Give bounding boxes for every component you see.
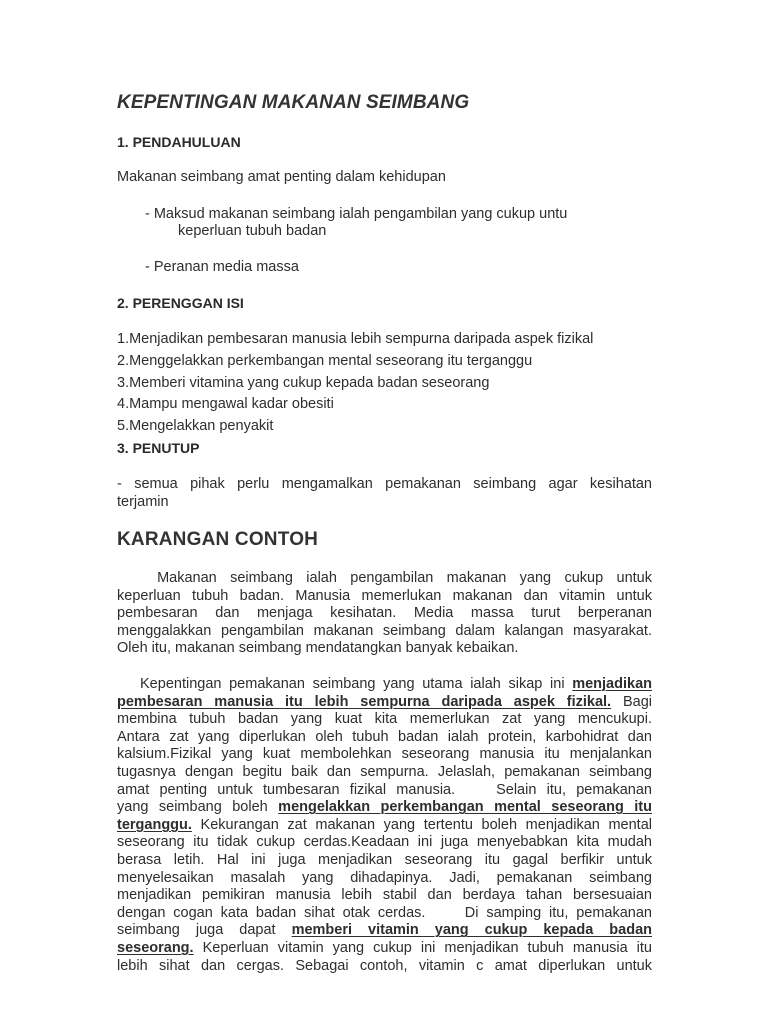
heading-pendahuluan: 1. PENDAHULUAN	[117, 134, 241, 150]
penutup-text	[117, 476, 652, 511]
p2-line	[117, 817, 652, 835]
p2-line: menjadikan pemikiran manusia lebih stabil dan berdaya tahan bersesuaian	[117, 887, 652, 904]
p2-line	[117, 799, 652, 817]
list-item: 2.Menggelakkan perkembangan mental seseorang itu terganggu	[117, 353, 533, 369]
p2-line: tugasnya dengan begitu baik dan sempurna. Jelaslah, pemakanan seimbang	[117, 763, 652, 780]
p2-line: lebih sihat dan cergas. Sebagai contoh, vitamin c amat diperlukan untuk	[117, 957, 652, 974]
p2-emphasis: pembesaran manusia itu lebih sempurna daripada aspek fizikal.	[117, 693, 612, 710]
p1-line: Makanan seimbang ialah pengambilan makanan yang cukup untuk	[117, 570, 652, 586]
list-item: 5.Mengelakkan penyakit	[117, 418, 274, 434]
penutup-line: - semua pihak perlu mengamalkan pemakanan seimbang agar kesihatan	[117, 476, 652, 492]
bullet-maksud-cont: keperluan tubuh badan	[178, 223, 327, 239]
p2-line: amat penting untuk tumbesaran fizikal manusia. Selain itu, pemakanan	[117, 781, 652, 798]
p2-line: seseorang itu tidak cukup cerdas.Keadaan ini juga menyebabkan kita mudah	[117, 834, 652, 851]
p1-line: menggalakkan pengambilan makanan seimbang dalam kalangan masyarakat.	[117, 622, 652, 639]
document-title: KEPENTINGAN MAKANAN SEIMBANG	[117, 92, 470, 113]
list-item: 3.Memberi vitamina yang cukup kepada badan seseorang	[117, 375, 490, 391]
bullet-peranan: - Peranan media massa	[145, 259, 299, 275]
bullet-maksud: - Maksud makanan seimbang ialah pengambilan yang cukup untu	[145, 206, 568, 222]
p2-line: menyelesaikan masalah yang dihadapinya. Jadi, pemakanan seimbang	[117, 869, 652, 886]
p1-line: Oleh itu, makanan seimbang mendatangkan banyak kebaikan.	[117, 640, 519, 657]
p2-line: berasa letih. Hal ini juga menjadikan seseorang itu gagal berfikir untuk	[117, 851, 652, 868]
p2-text: Keperluan vitamin yang cukup ini menjadikan tubuh manusia itu	[193, 939, 652, 956]
intro-text: Makanan seimbang amat penting dalam kehidupan	[117, 169, 446, 185]
heading-karangan-contoh: KARANGAN CONTOH	[117, 529, 319, 550]
p2-text: Kekurangan zat makanan yang tertentu boleh menjadikan mental	[191, 816, 652, 833]
penutup-line: terjamin	[117, 493, 169, 510]
p2-text: seimbang juga dapat	[117, 922, 292, 939]
p1-line: keperluan tubuh badan. Manusia memerlukan makanan dan vitamin untuk	[117, 587, 652, 604]
p2-text: yang seimbang boleh	[117, 799, 279, 816]
list-item: 1.Menjadikan pembesaran manusia lebih sempurna daripada aspek fizikal	[117, 331, 594, 347]
p2-line: Antara zat yang diperlukan oleh tubuh badan ialah protein, karbohidrat dan	[117, 728, 652, 745]
list-item: 4.Mampu mengawal kadar obesiti	[117, 396, 334, 412]
p2-line: dengan cogan kata badan sihat otak cerdas. Di samping itu, pemakanan	[117, 904, 652, 921]
p2-line: membina tubuh badan yang kuat kita memerlukan zat yang mencukupi.	[117, 711, 652, 728]
p2-emphasis: terganggu.	[117, 816, 192, 833]
p2-line	[117, 694, 652, 712]
p2-line	[117, 922, 652, 940]
p2-emphasis: menjadikan	[572, 676, 652, 692]
p2-line	[117, 676, 652, 694]
p2-text: Bagi	[611, 693, 652, 710]
paragraph-2	[117, 676, 652, 975]
paragraph-1	[117, 570, 652, 658]
p2-text: Kepentingan pemakanan seimbang yang utama ialah sikap ini	[117, 676, 573, 692]
p2-line: kalsium.Fizikal yang kuat membolehkan seseorang manusia itu menjalankan	[117, 746, 652, 763]
p2-emphasis: mengelakkan perkembangan mental seseorang itu	[278, 799, 652, 816]
p2-line	[117, 940, 652, 958]
heading-penutup: 3. PENUTUP	[117, 440, 200, 456]
p2-emphasis: seseorang.	[117, 939, 194, 956]
heading-perenggan-isi: 2. PERENGGAN ISI	[117, 295, 244, 311]
p1-line: pembesaran dan menjaga kesihatan. Media massa turut berperanan	[117, 605, 652, 622]
p2-emphasis: memberi vitamin yang cukup kepada badan	[291, 922, 652, 939]
